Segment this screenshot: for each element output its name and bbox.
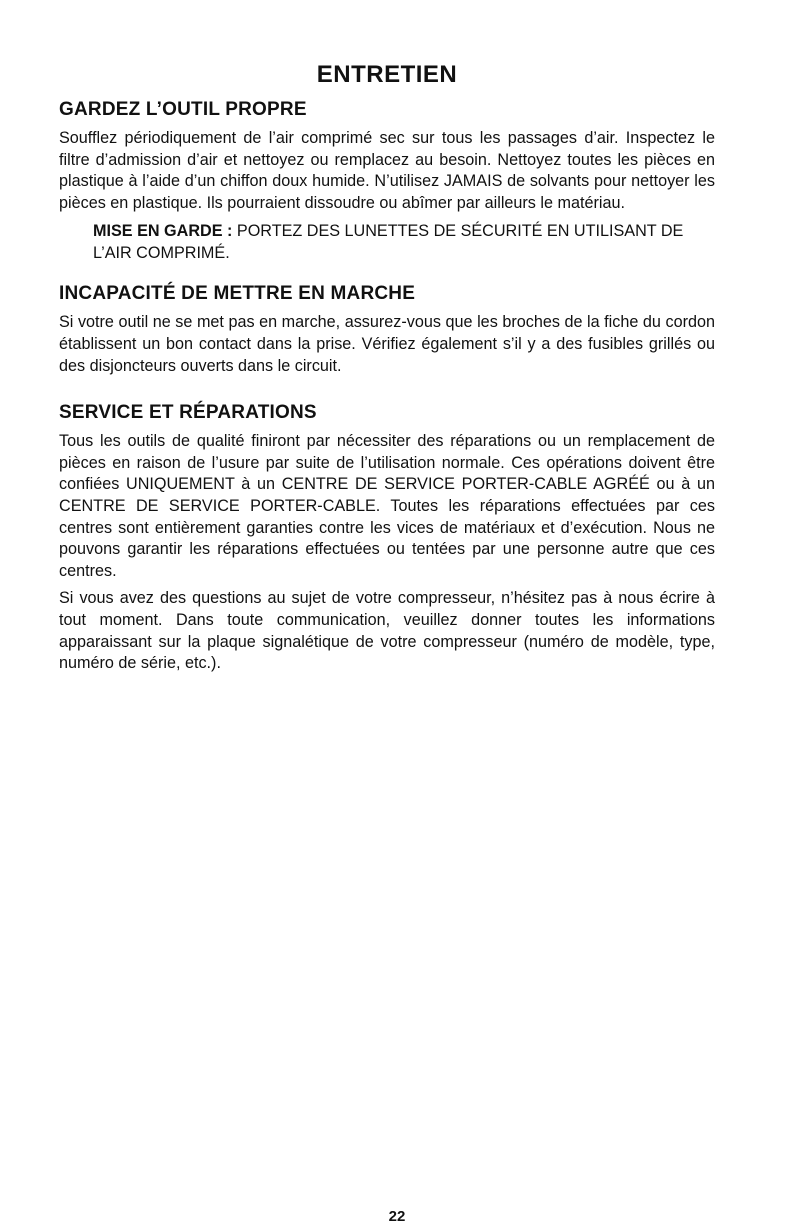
warning-label: MISE EN GARDE : — [93, 222, 233, 241]
page-title: ENTRETIEN — [316, 61, 458, 88]
paragraph: Soufflez périodiquement de l’air comprimé sec sur tous les passages d’air. Inspectez le filtre d’admission d’air et nettoyez ou remplacez au besoin. Nettoyez toutes les pièces en plastique à l’aide d’un chiffon doux humide. N’utilisez JAMAIS de solvants pour nettoyer les pièces en plastique. Ils pourraient dissoudre ou abîmer par ailleurs le matériau. — [59, 129, 715, 212]
section-keep-tool-clean — [59, 98, 715, 264]
paragraph: Tous les outils de qualité finiront par nécessiter des réparations ou un remplacement de pièces en raison de l’usure par suite de l’utilisation normale. Ces opérations doivent être confiées UNIQUEMENT à un CENTRE DE SERVICE PORTER-CABLE AGRÉÉ ou à un CENTRE DE SERVICE PORTER-CABLE. Toutes les réparations effectuées par ces centres sont entièrement garanties contre les vices de matériaux et d’exécution. Nous ne pouvons garantir les réparations effectuées ou tentées par une personne autre que ces centres. — [59, 432, 715, 580]
warning-text: PORTEZ DES LUNETTES DE SÉCURITÉ EN UTILISANT DE L’AIR COMPRIMÉ. — [93, 222, 684, 263]
paragraph: Si vous avez des questions au sujet de votre compresseur, n’hésitez pas à nous écrire à tout moment. Dans toute communication, veuillez donner toutes les informations apparaissant sur la plaque signalétique de votre compresseur (numéro de modèle, type, numéro de série, etc.). — [59, 589, 715, 673]
section-heading: INCAPACITÉ DE METTRE EN MARCHE — [59, 283, 416, 305]
paragraph: Si votre outil ne se met pas en marche, assurez-vous que les broches de la fiche du cordon établissent un bon contact dans la prise. Vérifiez également s’il y a des fusibles grillés ou des disjoncteurs ouverts dans le circuit. — [59, 313, 715, 375]
section-heading: SERVICE ET RÉPARATIONS — [59, 402, 317, 424]
section-failure-to-start — [59, 282, 715, 377]
manual-page — [59, 60, 715, 681]
section-heading: GARDEZ L’OUTIL PROPRE — [59, 99, 307, 120]
page-number: 22 — [388, 1208, 406, 1225]
safety-warning — [93, 220, 693, 264]
section-service-and-repairs — [59, 401, 715, 675]
